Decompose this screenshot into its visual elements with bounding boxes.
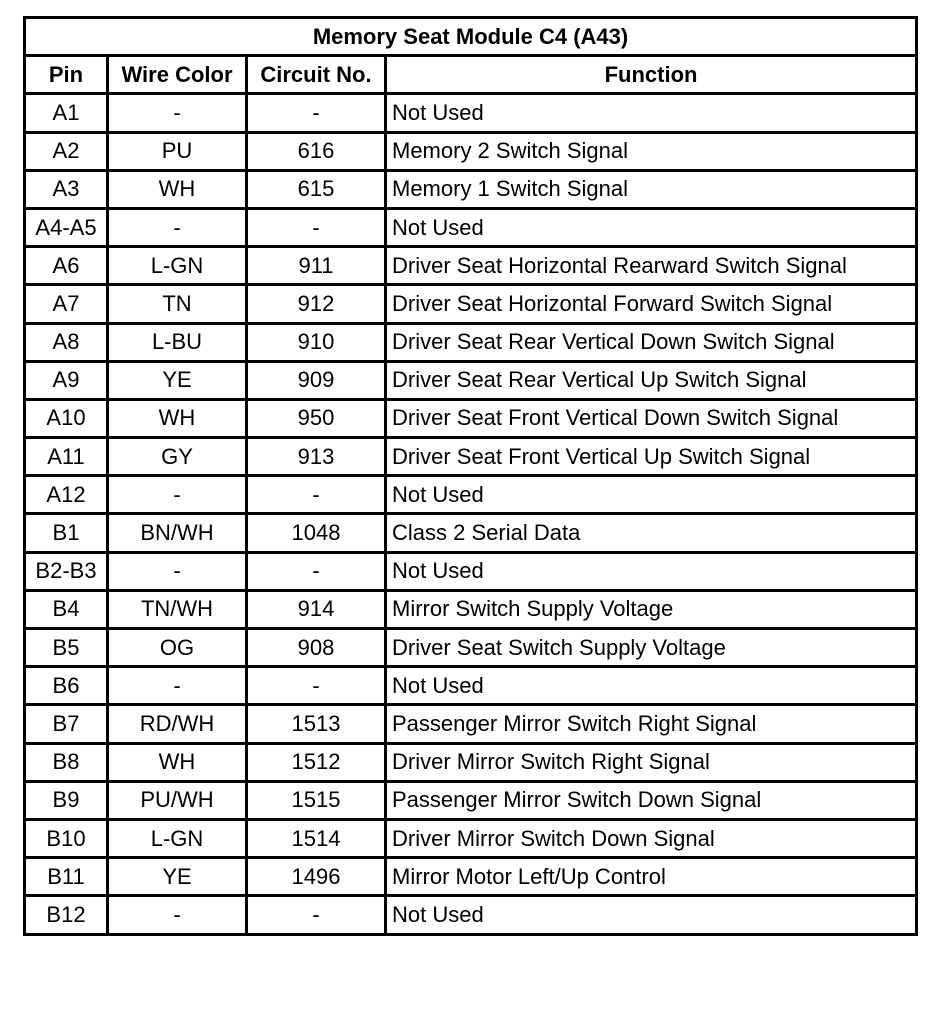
pin-cell: B10	[25, 819, 108, 857]
pin-cell: B5	[25, 629, 108, 667]
circuit-no-cell: 909	[247, 361, 386, 399]
table-row	[25, 438, 917, 476]
wire-color-cell: L-GN	[108, 247, 247, 285]
table-title-row	[25, 18, 917, 56]
pin-cell: A6	[25, 247, 108, 285]
function-cell: Not Used	[386, 667, 917, 705]
table-row	[25, 629, 917, 667]
function-cell: Driver Seat Front Vertical Up Switch Signal	[386, 438, 917, 476]
pin-cell: B2-B3	[25, 552, 108, 590]
wire-color-cell: OG	[108, 629, 247, 667]
pin-cell: A9	[25, 361, 108, 399]
circuit-no-cell: 1514	[247, 819, 386, 857]
header-pin: Pin	[25, 56, 108, 94]
circuit-no-cell: -	[247, 667, 386, 705]
table-row	[25, 476, 917, 514]
wire-color-cell: PU	[108, 132, 247, 170]
table-row	[25, 132, 917, 170]
table-row	[25, 208, 917, 246]
wire-color-cell: -	[108, 94, 247, 132]
table-title: Memory Seat Module C4 (A43)	[25, 18, 917, 56]
wire-color-cell: L-BU	[108, 323, 247, 361]
circuit-no-cell: 1513	[247, 705, 386, 743]
wire-color-cell: -	[108, 552, 247, 590]
pin-cell: B8	[25, 743, 108, 781]
circuit-no-cell: 911	[247, 247, 386, 285]
pin-cell: B9	[25, 781, 108, 819]
circuit-no-cell: 1048	[247, 514, 386, 552]
circuit-no-cell: 950	[247, 399, 386, 437]
wire-color-cell: -	[108, 476, 247, 514]
function-cell: Class 2 Serial Data	[386, 514, 917, 552]
connector-pinout-table	[23, 16, 918, 936]
function-cell: Driver Seat Horizontal Rearward Switch Signal	[386, 247, 917, 285]
table-row	[25, 667, 917, 705]
circuit-no-cell: 616	[247, 132, 386, 170]
header-circuit-no: Circuit No.	[247, 56, 386, 94]
table-row	[25, 743, 917, 781]
table-row	[25, 399, 917, 437]
pin-cell: A12	[25, 476, 108, 514]
function-cell: Driver Seat Switch Supply Voltage	[386, 629, 917, 667]
circuit-no-cell: -	[247, 552, 386, 590]
wire-color-cell: -	[108, 208, 247, 246]
circuit-no-cell: -	[247, 476, 386, 514]
wire-color-cell: -	[108, 667, 247, 705]
table-row	[25, 361, 917, 399]
function-cell: Driver Mirror Switch Right Signal	[386, 743, 917, 781]
function-cell: Mirror Switch Supply Voltage	[386, 590, 917, 628]
function-cell: Not Used	[386, 476, 917, 514]
table-row	[25, 247, 917, 285]
function-cell: Passenger Mirror Switch Down Signal	[386, 781, 917, 819]
connector-table-container	[23, 16, 915, 936]
circuit-no-cell: 912	[247, 285, 386, 323]
table-row	[25, 514, 917, 552]
pin-cell: B6	[25, 667, 108, 705]
circuit-no-cell: -	[247, 896, 386, 934]
table-row	[25, 590, 917, 628]
pin-cell: A1	[25, 94, 108, 132]
wire-color-cell: YE	[108, 361, 247, 399]
table-row	[25, 552, 917, 590]
table-row	[25, 94, 917, 132]
wire-color-cell: WH	[108, 170, 247, 208]
circuit-no-cell: 1512	[247, 743, 386, 781]
pin-cell: A11	[25, 438, 108, 476]
function-cell: Memory 1 Switch Signal	[386, 170, 917, 208]
table-row	[25, 285, 917, 323]
function-cell: Not Used	[386, 94, 917, 132]
function-cell: Driver Seat Rear Vertical Up Switch Signal	[386, 361, 917, 399]
circuit-no-cell: -	[247, 208, 386, 246]
table-row	[25, 858, 917, 896]
pin-cell: B12	[25, 896, 108, 934]
wire-color-cell: YE	[108, 858, 247, 896]
circuit-no-cell: 615	[247, 170, 386, 208]
table-row	[25, 819, 917, 857]
table-row	[25, 705, 917, 743]
function-cell: Mirror Motor Left/Up Control	[386, 858, 917, 896]
pin-cell: A8	[25, 323, 108, 361]
pin-cell: A7	[25, 285, 108, 323]
circuit-no-cell: 913	[247, 438, 386, 476]
wire-color-cell: WH	[108, 399, 247, 437]
function-cell: Driver Seat Front Vertical Down Switch Signal	[386, 399, 917, 437]
wire-color-cell: RD/WH	[108, 705, 247, 743]
function-cell: Not Used	[386, 552, 917, 590]
pin-cell: B1	[25, 514, 108, 552]
table-body	[25, 94, 917, 934]
circuit-no-cell: 1496	[247, 858, 386, 896]
circuit-no-cell: 908	[247, 629, 386, 667]
wire-color-cell: TN	[108, 285, 247, 323]
function-cell: Not Used	[386, 896, 917, 934]
pin-cell: B11	[25, 858, 108, 896]
pin-cell: B7	[25, 705, 108, 743]
wire-color-cell: GY	[108, 438, 247, 476]
function-cell: Not Used	[386, 208, 917, 246]
wire-color-cell: WH	[108, 743, 247, 781]
circuit-no-cell: 1515	[247, 781, 386, 819]
pin-cell: B4	[25, 590, 108, 628]
table-row	[25, 896, 917, 934]
table-row	[25, 781, 917, 819]
header-wire-color: Wire Color	[108, 56, 247, 94]
pin-cell: A10	[25, 399, 108, 437]
wire-color-cell: BN/WH	[108, 514, 247, 552]
function-cell: Driver Mirror Switch Down Signal	[386, 819, 917, 857]
circuit-no-cell: 910	[247, 323, 386, 361]
wire-color-cell: -	[108, 896, 247, 934]
function-cell: Driver Seat Rear Vertical Down Switch Signal	[386, 323, 917, 361]
header-function: Function	[386, 56, 917, 94]
wire-color-cell: TN/WH	[108, 590, 247, 628]
wire-color-cell: L-GN	[108, 819, 247, 857]
circuit-no-cell: -	[247, 94, 386, 132]
pin-cell: A3	[25, 170, 108, 208]
function-cell: Driver Seat Horizontal Forward Switch Signal	[386, 285, 917, 323]
wire-color-cell: PU/WH	[108, 781, 247, 819]
table-row	[25, 323, 917, 361]
circuit-no-cell: 914	[247, 590, 386, 628]
pin-cell: A2	[25, 132, 108, 170]
pin-cell: A4-A5	[25, 208, 108, 246]
table-row	[25, 170, 917, 208]
table-header-row	[25, 56, 917, 94]
function-cell: Memory 2 Switch Signal	[386, 132, 917, 170]
function-cell: Passenger Mirror Switch Right Signal	[386, 705, 917, 743]
